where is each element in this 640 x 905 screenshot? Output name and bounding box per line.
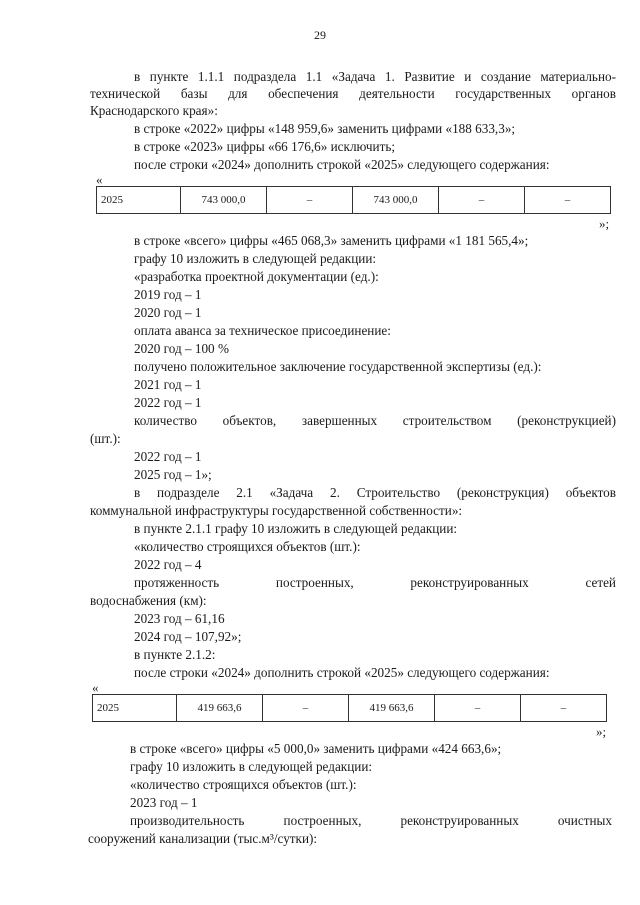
paragraph-line: в строке «2022» цифры «148 959,6» заменить цифрами «188 633,3»; <box>134 121 516 136</box>
table-cell: 419 663,6 <box>349 695 435 722</box>
table-row <box>93 695 607 722</box>
paragraph-line: 2020 год – 100 % <box>134 341 229 356</box>
table-cell: – <box>525 187 611 214</box>
paragraph-line: в строке «2023» цифры «66 176,6» исключить; <box>134 139 396 154</box>
table-cell: – <box>435 695 521 722</box>
paragraph-line: 2025 год – 1»; <box>134 467 212 482</box>
paragraph-line: графу 10 изложить в следующей редакции: <box>130 759 373 774</box>
table-cell: 2025 <box>93 695 177 722</box>
paragraph-line: 2024 год – 107,92»; <box>134 629 242 644</box>
paragraph-line: в подразделе 2.1 «Задача 2. Строительство (реконструкция) объектов <box>134 485 616 500</box>
paragraph-line: в пункте 1.1.1 подраздела 1.1 «Задача 1. Развитие и создание материально- <box>134 69 616 84</box>
paragraph-line: технической базы для обеспечения деятельности государственных органов <box>90 86 616 101</box>
paragraph-line: в пункте 2.1.1 графу 10 изложить в следующей редакции: <box>134 521 458 536</box>
paragraph-line: количество объектов, завершенных строительством (реконструкцией) <box>134 413 616 428</box>
paragraph-line: протяженность построенных, реконструированных сетей <box>134 575 616 590</box>
table-cell: – <box>521 695 607 722</box>
open-quote: « <box>96 172 103 187</box>
paragraph-line: коммунальной инфраструктуры государственной собственности»: <box>90 503 463 518</box>
paragraph-line: 2022 год – 1 <box>134 395 202 410</box>
page-number: 29 <box>314 28 326 42</box>
paragraph-line: сооружений канализации (тыс.м³/сутки): <box>88 831 318 846</box>
paragraph-line: оплата аванса за техническое присоединение: <box>134 323 391 338</box>
paragraph-line: Краснодарского края»: <box>90 103 218 118</box>
close-quote: »; <box>599 216 610 231</box>
paragraph-line: 2021 год – 1 <box>134 377 202 392</box>
paragraph-line: «количество строящихся объектов (шт.): <box>130 777 357 792</box>
paragraph-line: 2022 год – 1 <box>134 449 202 464</box>
paragraph-line: 2023 год – 1 <box>130 795 198 810</box>
paragraph-line: получено положительное заключение государственной экспертизы (ед.): <box>134 359 542 374</box>
paragraph-line: 2020 год – 1 <box>134 305 202 320</box>
paragraph-line: 2019 год – 1 <box>134 287 202 302</box>
paragraph-line: производительность построенных, реконструированных очистных <box>130 813 612 828</box>
table-cell: – <box>263 695 349 722</box>
paragraph-line: после строки «2024» дополнить строкой «2025» следующего содержания: <box>134 157 550 172</box>
table-cell: 743 000,0 <box>353 187 439 214</box>
table-row <box>97 187 611 214</box>
table-cell: – <box>267 187 353 214</box>
paragraph-line: 2023 год – 61,16 <box>134 611 225 626</box>
table-cell: – <box>439 187 525 214</box>
insert-table-2025 <box>92 694 607 722</box>
paragraph-line: водоснабжения (км): <box>90 593 207 608</box>
paragraph-line: в строке «всего» цифры «5 000,0» заменить цифрами «424 663,6»; <box>130 741 502 756</box>
table-cell: 419 663,6 <box>177 695 263 722</box>
paragraph-line: «разработка проектной документации (ед.): <box>134 269 379 284</box>
paragraph-line: после строки «2024» дополнить строкой «2025» следующего содержания: <box>134 665 550 680</box>
close-quote: »; <box>596 724 607 739</box>
paragraph-line: (шт.): <box>90 431 121 446</box>
paragraph-line: в пункте 2.1.2: <box>134 647 216 662</box>
paragraph-line: в строке «всего» цифры «465 068,3» заменить цифрами «1 181 565,4»; <box>134 233 529 248</box>
paragraph-line: 2022 год – 4 <box>134 557 202 572</box>
paragraph-line: «количество строящихся объектов (шт.): <box>134 539 361 554</box>
insert-table-2025 <box>96 186 611 214</box>
table-cell: 2025 <box>97 187 181 214</box>
open-quote: « <box>92 680 99 695</box>
paragraph-line: графу 10 изложить в следующей редакции: <box>134 251 377 266</box>
table-cell: 743 000,0 <box>181 187 267 214</box>
